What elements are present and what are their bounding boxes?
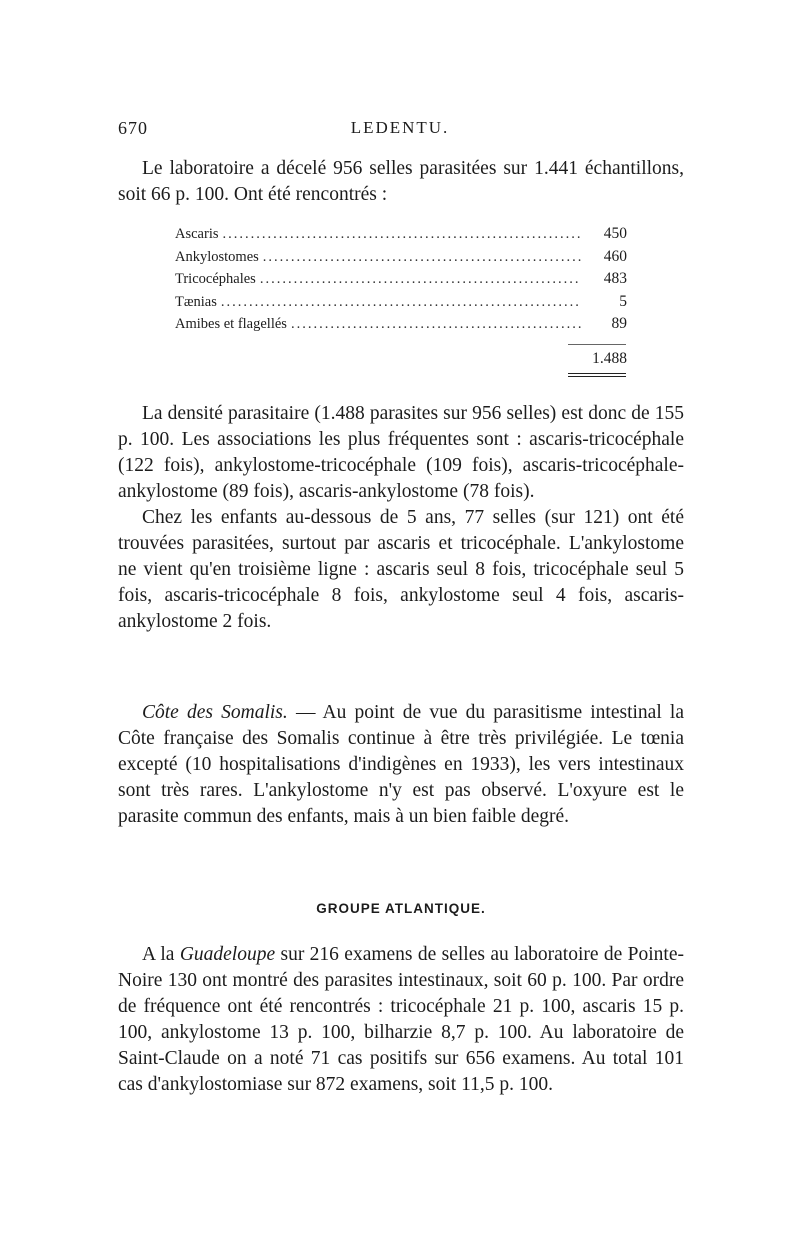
density-block (118, 401, 684, 635)
leader-dots (260, 271, 581, 288)
page-header (118, 118, 682, 144)
guadeloupe-body: sur 216 examens de selles au laboratoire de Pointe-Noire 130 ont montré des parasites intestinaux, soit 60 p. 100. Par ordre de fréquence ont été rencontrés : tricocéphale 21 p. 100, ascaris 15 p. 100, ankylostome 13 p. 100, bilharzie 8,7 p. 100. Au laboratoire de Saint-Claude on a noté 71 cas positifs sur 656 examens. Au total 101 cas d'ankylostomiase sur 872 examens, soit 11,5 p. 100. (118, 944, 684, 1095)
table-row (175, 293, 627, 316)
leader-dots (221, 294, 581, 311)
guadeloupe-prefix: A la (142, 944, 180, 965)
leader-dots (291, 316, 581, 333)
row-label: Amibes et flagellés (175, 316, 287, 332)
total-double-rule (568, 373, 626, 377)
row-value: 460 (603, 247, 627, 265)
row-value: 450 (603, 225, 627, 242)
row-label: Ankylostomes (175, 248, 259, 265)
row-label: Tricocéphales (175, 271, 256, 287)
table-row (175, 225, 627, 248)
row-value: 5 (619, 292, 627, 310)
density-paragraph: La densité parasitaire (1.488 parasites sur 956 selles) est donc de 155 p. 100. Les associations les plus fréquentes sont : ascaris-tricocéphale (122 fois), ankylostome-tricocéphale (109 fois), ascaris-tricocéphale-ankylostome (89 fois), ascaris-ankylostome (78 fois). (118, 403, 684, 502)
table-row (175, 315, 627, 338)
row-value: 89 (611, 315, 627, 332)
intro-block (118, 156, 684, 208)
running-head: LEDENTU. (350, 118, 450, 137)
sum-rule (568, 344, 626, 345)
table-total: 1.488 (592, 350, 627, 367)
row-value: 483 (603, 270, 627, 287)
row-label: Tænias (175, 293, 217, 310)
section-title: GROUPE ATLANTIQUE. (316, 901, 486, 916)
parasite-table (175, 225, 627, 338)
somalis-title: Côte des Somalis. (142, 702, 288, 723)
leader-dots (223, 226, 582, 243)
table-row (175, 270, 627, 293)
page-number: 670 (118, 118, 148, 138)
guadeloupe-block (118, 942, 684, 1098)
row-label: Ascaris (175, 226, 219, 242)
somalis-block (118, 700, 684, 830)
guadeloupe-name: Guadeloupe (179, 944, 276, 965)
leader-dots (263, 249, 581, 266)
children-paragraph: Chez les enfants au-dessous de 5 ans, 77 selles (sur 121) ont été trouvées parasitées, surtout par ascaris et tricocéphale. L'ankylostome ne vient qu'en troisième ligne : ascaris seul 8 fois, tricocéphale seul 5 fois, ascaris-tricocéphale 8 fois, ankylostome seul 4 fois, ascaris-ankylostome 2 fois. (118, 507, 684, 632)
guadeloupe-paragraph (118, 942, 684, 1098)
table-row (175, 248, 627, 271)
intro-paragraph: Le laboratoire a décelé 956 selles parasitées sur 1.441 échantillons, soit 66 p. 100. Ont été rencontrés : (118, 158, 684, 205)
somalis-paragraph (118, 700, 684, 830)
somalis-body: — Au point de vue du parasitisme intestinal la Côte française des Somalis continue à être très privilégiée. Le tœnia excepté (10 hospitalisations d'indigènes en 1933), les vers intestinaux sont très rares. L'ankylostome n'y est pas observé. L'oxyure est le parasite commun des enfants, mais à un bien faible degré. (118, 702, 684, 827)
